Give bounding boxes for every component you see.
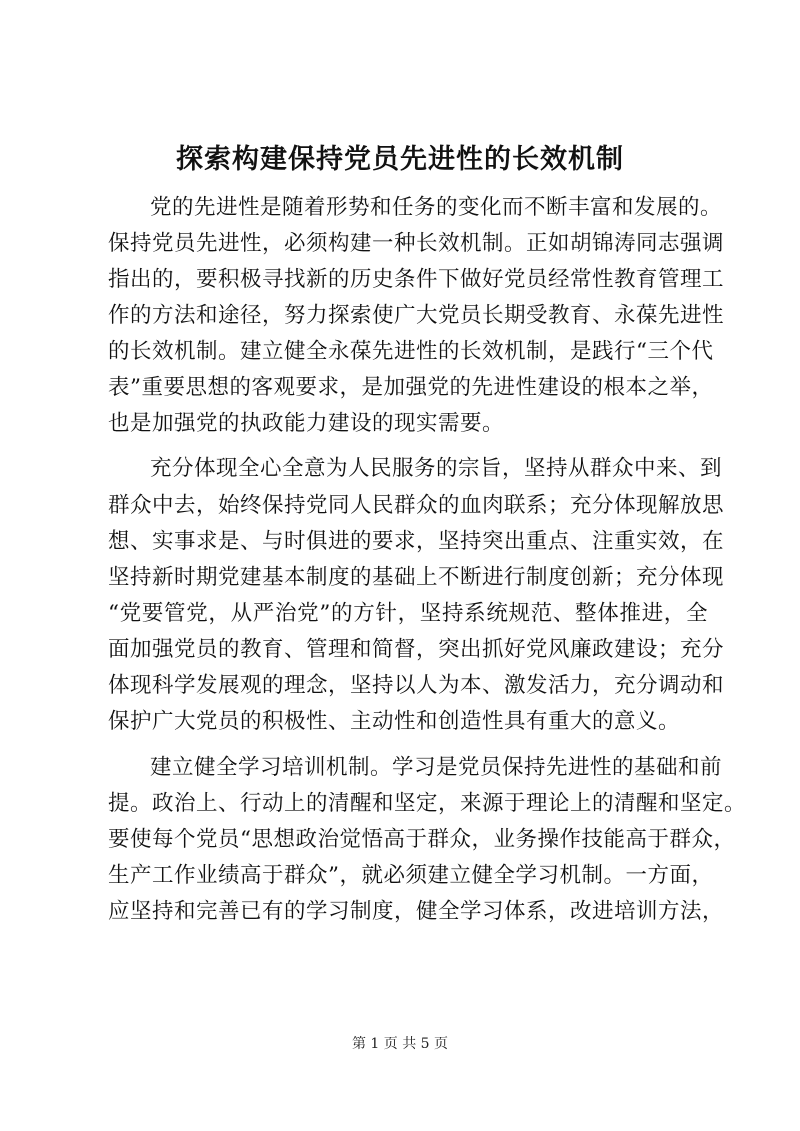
paragraph-1-line-1: 党的先进性是随着形势和任务的变化而不断丰富和发展的。 (150, 195, 723, 220)
paragraph-2-line-1: 充分体现全心全意为人民服务的宗旨，坚持从群众中来、到 (150, 456, 723, 481)
paragraph-2-line-5: “党要管党，从严治党”的方针，坚持系统规范、整体推进，全 (108, 601, 708, 626)
page-number-footer: 第 1 页 共 5 页 (351, 1036, 449, 1052)
paragraph-3-line-3: 要使每个党员“思想政治觉悟高于群众，业务操作技能高于群众， (108, 827, 736, 852)
paragraph-2-line-7: 体现科学发展观的理念，坚持以人为本、激发活力，充分调动和 (108, 673, 725, 698)
paragraph-3-line-1: 建立健全学习培训机制。学习是党员保持先进性的基础和前 (150, 755, 723, 780)
paragraph-2-line-2: 群众中去，始终保持党同人民群众的血肉联系；充分体现解放思 (108, 493, 725, 518)
paragraph-3-line-2: 提。政治上、行动上的清醒和坚定，来源于理论上的清醒和坚定。 (108, 791, 747, 816)
paragraph-1-line-6: 表”重要思想的客观要求，是加强党的先进性建设的根本之举， (108, 375, 714, 400)
document-title: 探索构建保持党员先进性的长效机制 (176, 144, 624, 175)
paragraph-2-line-4: 坚持新时期党建基本制度的基础上不断进行制度创新；充分体现 (108, 565, 725, 590)
paragraph-1-line-4: 作的方法和途径，努力探索使广大党员长期受教育、永葆先进性 (108, 303, 725, 328)
paragraph-2-line-8: 保护广大党员的积极性、主动性和创造性具有重大的意义。 (108, 709, 681, 734)
paragraph-1-line-2: 保持党员先进性，必须构建一种长效机制。正如胡锦涛同志强调 (108, 231, 725, 256)
paragraph-1-line-3: 指出的，要积极寻找新的历史条件下做好党员经常性教育管理工 (108, 267, 725, 292)
paragraph-1-line-7: 也是加强党的执政能力建设的现实需要。 (108, 411, 505, 436)
paragraph-2-line-6: 面加强党员的教育、管理和简督，突出抓好党风廉政建设；充分 (108, 637, 725, 662)
paragraph-1-line-5: 的长效机制。建立健全永葆先进性的长效机制，是践行“三个代 (108, 339, 714, 364)
paragraph-2-line-3: 想、实事求是、与时俱进的要求，坚持突出重点、注重实效，在 (108, 529, 725, 554)
paragraph-3-line-5: 应坚持和完善已有的学习制度，健全学习体系，改进培训方法， (108, 899, 725, 924)
paragraph-3-line-4: 生产工作业绩高于群众”，就必须建立健全学习机制。一方面， (108, 863, 714, 888)
